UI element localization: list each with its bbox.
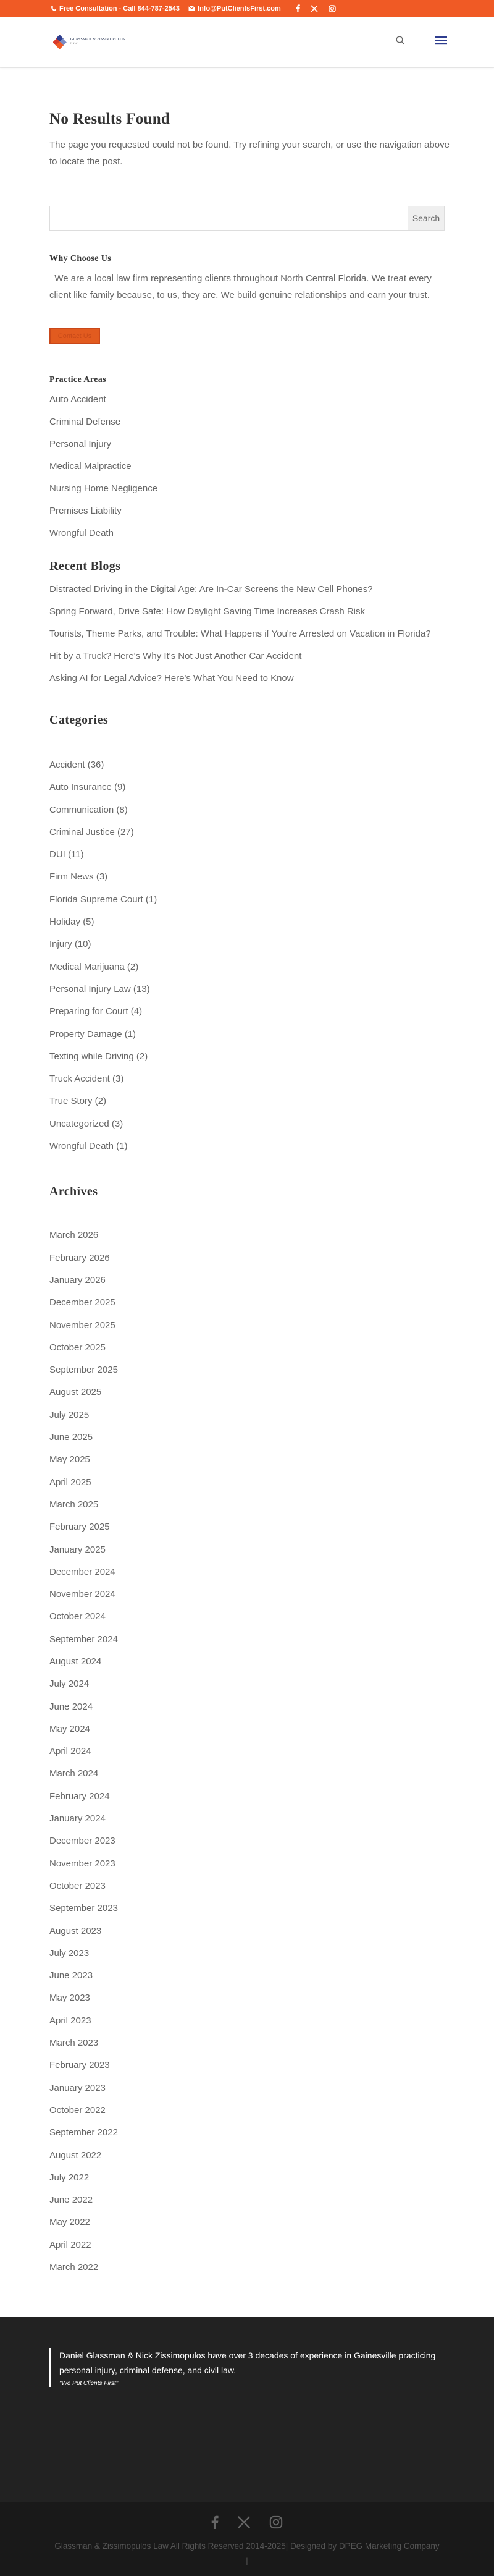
practice-area-item-link[interactable]: Medical Malpractice (49, 461, 132, 472)
archive-item (49, 1474, 445, 1496)
archive-item-link[interactable]: January 2023 (49, 2082, 106, 2093)
no-results-message: The page you requested could not be found. Try refining your search, or use the navigation above to locate the post. (49, 140, 450, 167)
archive-item-link[interactable]: September 2023 (49, 1903, 118, 1914)
archive-item (49, 1631, 445, 1653)
archives-list (49, 1227, 445, 2281)
blog-item-link[interactable]: Asking AI for Legal Advice? Here's What You Need to Know (49, 673, 294, 684)
archive-item (49, 1227, 445, 1249)
practice-area-item-link[interactable]: Auto Accident (49, 394, 106, 405)
practice-area-item (49, 480, 445, 502)
footer-bottom (0, 2502, 494, 2576)
category-item (49, 1003, 445, 1025)
email-link[interactable] (188, 5, 281, 12)
archive-item-link[interactable]: October 2024 (49, 1611, 106, 1622)
practice-area-item (49, 391, 445, 413)
archive-item-link[interactable]: January 2026 (49, 1274, 106, 1286)
archive-item-link[interactable]: August 2023 (49, 1925, 102, 1936)
archive-item-link[interactable]: February 2024 (49, 1790, 110, 1802)
archive-item-link[interactable]: August 2025 (49, 1387, 102, 1398)
archive-item-link[interactable]: April 2024 (49, 1746, 91, 1757)
archive-item-link[interactable]: March 2026 (49, 1230, 99, 1241)
archive-item (49, 1519, 445, 1541)
archive-item-link[interactable]: July 2024 (49, 1679, 90, 1690)
archive-item-link[interactable]: October 2025 (49, 1342, 106, 1353)
archive-item (49, 1855, 445, 1878)
archive-item (49, 1541, 445, 1564)
x-icon[interactable] (237, 2515, 251, 2529)
archive-item-link[interactable]: May 2024 (49, 1723, 90, 1734)
archive-item-link[interactable]: May 2022 (49, 2217, 90, 2228)
practice-area-item-link[interactable]: Premises Liability (49, 506, 122, 516)
category-item (49, 779, 445, 801)
archive-item-link[interactable]: March 2022 (49, 2262, 99, 2273)
practice-area-item (49, 502, 445, 525)
category-item (49, 981, 445, 1003)
contact-us-button[interactable]: Contact Us (49, 328, 100, 344)
site-header (0, 17, 494, 67)
hamburger-menu-icon[interactable] (435, 36, 447, 48)
archive-item-link[interactable]: December 2025 (49, 1297, 115, 1308)
why-choose-us-text: We are a local law firm representing clients throughout North Central Florida. We treat every client like family because, to us, they are. We build genuine relationships and earn your trust. (49, 273, 432, 300)
archive-item-link[interactable]: April 2022 (49, 2239, 91, 2250)
category-item-link[interactable]: Preparing for Court (4) (49, 1006, 143, 1017)
archive-item-link[interactable]: February 2023 (49, 2060, 110, 2071)
archive-item-link[interactable]: June 2024 (49, 1701, 93, 1712)
archive-item-link[interactable]: November 2023 (49, 1858, 115, 1869)
archive-item (49, 1721, 445, 1743)
practice-area-item-link[interactable]: Personal Injury (49, 439, 112, 449)
archive-item (49, 1317, 445, 1339)
archive-item (49, 1653, 445, 1676)
category-item-link[interactable]: True Story (2) (49, 1096, 106, 1107)
blog-item (49, 625, 445, 642)
category-item (49, 891, 445, 913)
recent-blogs-title: Recent Blogs (49, 559, 121, 573)
archive-item-link[interactable]: October 2023 (49, 1880, 106, 1891)
category-item (49, 1093, 445, 1115)
blog-item (49, 603, 445, 620)
blog-item (49, 648, 445, 664)
archive-item-link[interactable]: March 2024 (49, 1768, 99, 1779)
blog-item-link[interactable]: Spring Forward, Drive Safe: How Daylight Saving Time Increases Crash Risk (49, 606, 366, 617)
archive-item (49, 1923, 445, 1945)
archive-item (49, 2102, 445, 2124)
main-content (0, 111, 494, 2281)
archive-item-link[interactable]: July 2023 (49, 1947, 90, 1959)
archive-item-link[interactable]: November 2025 (49, 1320, 115, 1331)
categories-list (49, 756, 445, 1160)
top-bar (0, 0, 494, 17)
archive-item (49, 2214, 445, 2236)
archive-item (49, 1832, 445, 1855)
archive-item-link[interactable]: March 2025 (49, 1499, 99, 1510)
category-item (49, 913, 445, 936)
category-item-link[interactable]: Holiday (5) (49, 917, 94, 928)
topbar-social (296, 4, 336, 12)
archive-item-link[interactable]: June 2023 (49, 1970, 93, 1981)
archive-item (49, 1878, 445, 1900)
envelope-icon (188, 6, 195, 11)
page-title: No Results Found (49, 111, 170, 127)
x-icon[interactable] (311, 5, 318, 12)
archive-item (49, 1788, 445, 1810)
footer-tagline: "We Put Clients First" (59, 2380, 119, 2387)
category-item (49, 1026, 445, 1048)
archive-item-link[interactable]: November 2024 (49, 1589, 115, 1600)
phone-text: Free Consultation - Call 844-787-2543 (59, 4, 180, 12)
category-item (49, 1048, 445, 1070)
archive-item (49, 2124, 445, 2146)
recent-blogs-list (49, 581, 445, 687)
category-item-link[interactable]: Uncategorized (3) (49, 1118, 124, 1129)
practice-area-item-link[interactable]: Wrongful Death (49, 528, 114, 538)
archive-item (49, 1743, 445, 1765)
header-actions (396, 36, 447, 48)
practice-area-item-link[interactable]: Criminal Defense (49, 417, 121, 427)
category-item (49, 1138, 445, 1160)
archive-item-link[interactable]: May 2025 (49, 1454, 90, 1465)
phone-link[interactable] (51, 5, 180, 12)
category-item-link[interactable]: Florida Supreme Court (1) (49, 894, 157, 905)
archive-item-link[interactable]: June 2022 (49, 2195, 93, 2206)
category-item (49, 1116, 445, 1138)
category-item-link[interactable]: Medical Marijuana (2) (49, 961, 139, 972)
archive-item-link[interactable]: September 2022 (49, 2127, 118, 2138)
site-logo[interactable] (53, 35, 125, 49)
category-item (49, 1070, 445, 1093)
category-item-link[interactable]: Auto Insurance (9) (49, 782, 126, 793)
archive-item-link[interactable]: January 2024 (49, 1813, 106, 1824)
practice-area-item (49, 458, 445, 480)
archive-item-link[interactable]: July 2022 (49, 2172, 90, 2183)
category-item (49, 959, 445, 981)
logo-text (70, 38, 125, 46)
archive-item-link[interactable]: August 2022 (49, 2150, 102, 2161)
archive-item-link[interactable]: April 2025 (49, 1477, 91, 1488)
archive-item (49, 2259, 445, 2281)
archive-item (49, 1564, 445, 1586)
archive-item (49, 1900, 445, 1922)
facebook-icon[interactable] (296, 4, 300, 12)
footer-social (0, 2511, 494, 2533)
practice-area-item (49, 436, 445, 458)
archive-item-link[interactable]: August 2024 (49, 1656, 102, 1667)
archive-item (49, 1608, 445, 1630)
blog-item-link[interactable]: Distracted Driving in the Digital Age: Are In-Car Screens the New Cell Phones? (49, 584, 373, 595)
practice-areas-title: Practice Areas (49, 375, 107, 384)
instagram-icon[interactable] (269, 2515, 283, 2529)
archive-item (49, 1429, 445, 1451)
footer-credit: Glassman & Zissimopulos Law All Rights Reserved 2014-2025| Designed by DPEG Marketing Company (54, 2541, 440, 2551)
archive-item-link[interactable]: February 2026 (49, 1252, 110, 1263)
archive-item (49, 2169, 445, 2192)
practice-area-item (49, 413, 445, 436)
practice-area-item (49, 525, 445, 547)
archive-item-link[interactable]: October 2022 (49, 2104, 106, 2116)
logo-mark-icon (53, 35, 67, 49)
practice-area-item-link[interactable]: Nursing Home Negligence (49, 483, 158, 494)
search-icon[interactable] (396, 36, 405, 48)
archives-title: Archives (49, 1185, 98, 1199)
facebook-icon[interactable] (211, 2515, 219, 2529)
archive-item-link[interactable]: September 2025 (49, 1365, 118, 1376)
why-choose-us-title: Why Choose Us (49, 254, 112, 263)
archive-item (49, 1698, 445, 1721)
category-item-link[interactable]: Firm News (3) (49, 871, 108, 883)
archive-item-link[interactable]: September 2024 (49, 1633, 118, 1645)
archive-item (49, 1810, 445, 1832)
archive-item-link[interactable]: April 2023 (49, 2015, 91, 2026)
search-input[interactable] (49, 206, 408, 231)
footer-divider: | (246, 2556, 248, 2566)
archive-item (49, 1339, 445, 1362)
category-item-link[interactable]: Communication (8) (49, 804, 128, 815)
category-item-link[interactable]: DUI (11) (49, 849, 84, 860)
archive-item (49, 2057, 445, 2079)
category-item-link[interactable]: Criminal Justice (27) (49, 826, 134, 837)
archive-item (49, 1451, 445, 1473)
category-item (49, 936, 445, 958)
archive-item-link[interactable]: February 2025 (49, 1522, 110, 1533)
archive-item-link[interactable]: May 2023 (49, 1993, 90, 2004)
blog-item-link[interactable]: Hit by a Truck? Here's Why It's Not Just Another Car Accident (49, 651, 302, 661)
archive-item-link[interactable]: July 2025 (49, 1409, 90, 1420)
archive-item (49, 2012, 445, 2035)
category-item-link[interactable]: Truck Accident (3) (49, 1074, 124, 1085)
blog-item (49, 670, 445, 687)
archive-item (49, 2147, 445, 2169)
archive-item-link[interactable]: January 2025 (49, 1544, 106, 1555)
archive-item (49, 1272, 445, 1294)
category-item-link[interactable]: Personal Injury Law (13) (49, 983, 150, 994)
category-item-link[interactable]: Texting while Driving (2) (49, 1051, 148, 1062)
category-item-link[interactable]: Property Damage (1) (49, 1028, 136, 1040)
archive-item (49, 1294, 445, 1316)
category-item (49, 846, 445, 868)
archive-item (49, 1945, 445, 1967)
archive-item (49, 2080, 445, 2102)
logo-line2: LAW (70, 43, 78, 46)
archive-item-link[interactable]: March 2023 (49, 2038, 99, 2049)
footer-quote (49, 2348, 445, 2387)
archive-item (49, 1496, 445, 1519)
archive-item (49, 1407, 445, 1429)
archive-item (49, 2192, 445, 2214)
logo-line1: GLASSMAN & ZISSIMOPULOS (70, 38, 125, 41)
archive-item (49, 2035, 445, 2057)
archive-item (49, 1676, 445, 1698)
archive-item (49, 1384, 445, 1406)
email-text: Info@PutClientsFirst.com (198, 4, 281, 12)
practice-areas-list (49, 391, 445, 547)
blog-item-link[interactable]: Tourists, Theme Parks, and Trouble: What Happens if You're Arrested on Vacation in Florida? (49, 629, 431, 639)
archive-item-link[interactable]: December 2023 (49, 1836, 115, 1847)
archive-item (49, 1989, 445, 2012)
category-item (49, 824, 445, 846)
search-button[interactable]: Search (408, 206, 445, 231)
blog-item (49, 581, 445, 598)
archive-item-link[interactable]: June 2025 (49, 1432, 93, 1443)
archive-item (49, 1586, 445, 1608)
search-form (49, 206, 445, 231)
category-item (49, 802, 445, 824)
category-item-link[interactable]: Accident (36) (49, 760, 104, 770)
footer-quote-text: Daniel Glassman & Nick Zissimopulos have over 3 decades of experience in Gainesville practicing personal injury, criminal defense, and civil law. (59, 2350, 436, 2376)
archive-item-link[interactable]: December 2024 (49, 1566, 115, 1577)
archive-item (49, 1250, 445, 1272)
category-item (49, 868, 445, 891)
footer-top (0, 2317, 494, 2502)
category-item (49, 756, 445, 779)
category-item-link[interactable]: Injury (10) (49, 939, 91, 950)
archive-item (49, 1967, 445, 1989)
archive-item (49, 2237, 445, 2259)
phone-icon (51, 6, 57, 12)
archive-item (49, 1765, 445, 1787)
categories-title: Categories (49, 713, 109, 727)
instagram-icon[interactable] (329, 5, 336, 12)
category-item-link[interactable]: Wrongful Death (1) (49, 1141, 128, 1152)
archive-item (49, 1362, 445, 1384)
